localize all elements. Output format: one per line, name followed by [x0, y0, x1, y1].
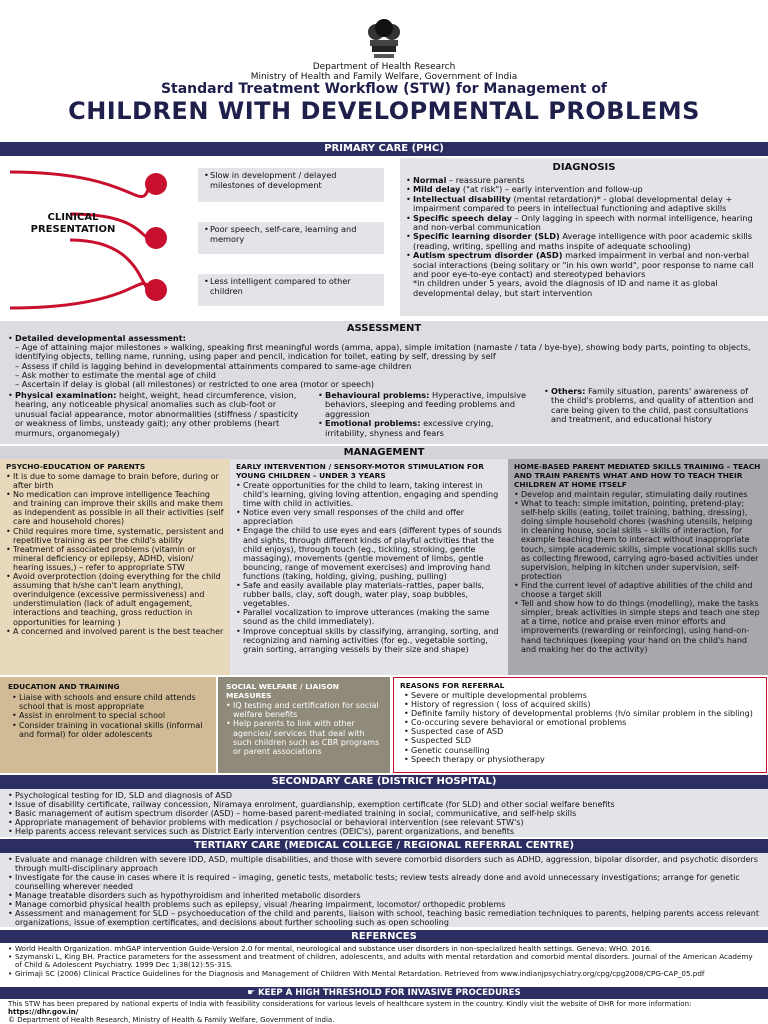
social-welfare-item: • IQ testing and certification for social welfare benefits — [226, 701, 382, 719]
assessment-section: ASSESSMENT • Detailed developmental assessment: – Age of attaining major milestones » walking, speaking first meaningful words (amma, appa), simple imitation (namaste / tata / bye-bye), showing body parts, pointing to objects, identifying objects, telling name, running, using paper and pencil, indication for toilet, eating by self, dressing by self – Assess if child is lagging behind in developmental attainments compared to same-age children – Ask mother to estimate the mental age of child – Ascertain if delay is global (all milestones) or restricted to one area (motor or speech) • Physical examination: height, weight, head circumference, vision, hearing, any noticeable physical anomalies such as club-foot or unusual facial appearance, motor abnormalities (stiffness / spasticity or weakness of limbs, unsteady gait); any other problems (heart murmurs, organomegaly) • Behavioural problems: Hyperactive, impulsive behaviors, sleeping and feeding problems and aggression • Emotional problems: excessive crying, irritability, shyness and fears • Others: Family situation, parents' awareness of the child's problems, and quality of attention and care being given to the child, past consultations and treatment, and educational history — [0, 321, 768, 444]
page-subtitle: Standard Treatment Workflow (STW) for Management of — [160, 81, 608, 97]
diagnosis-heading: DIAGNOSIS — [552, 162, 616, 173]
education-training-box — [0, 677, 216, 773]
education-item: • Consider training in vocational skills (informal and formal) for older adolescents — [12, 721, 208, 739]
dev-assessment-title: Detailed developmental assessment: — [15, 333, 186, 343]
tertiary-care-section — [0, 853, 768, 927]
dev-assessment-item: – Assess if child is lagging behind in developmental attainments compared to same-age children — [15, 360, 412, 371]
referral-box — [393, 677, 767, 773]
home-based-item: • Find the current level of adaptive abilities of the child and choose a target skill — [514, 581, 762, 599]
psychoeducation-item: • Child requires more time, systematic, persistent and repetitive training as per the child's ability — [6, 527, 224, 545]
psychoeducation-item: • It is due to some damage to brain before, during or after birth — [6, 472, 224, 490]
presentation-text-2: Poor speech, self-care, learning and memory — [210, 224, 357, 244]
secondary-item: • Appropriate management of behavior problems with medication / psychosocial or behavioral intervention (see relevant STW's) — [8, 818, 760, 827]
referral-item: • History of regression ( loss of acquired skills) — [404, 700, 760, 709]
management-heading: MANAGEMENT — [0, 446, 768, 459]
presentation-box-2: • Poor speech, self-care, learning and memory — [198, 222, 384, 254]
secondary-item: • Help parents access relevant services such as District Early intervention centres (DEIC's), parent organizations, and benefits — [8, 827, 760, 836]
clinical-label-line1: CLINICAL — [47, 212, 99, 223]
footer-note — [8, 1000, 760, 1016]
diagnosis-item: • Specific speech delay – Only lagging in speech with normal intelligence, hearing and non-verbal communication — [406, 214, 762, 233]
physical-exam: • Physical examination: height, weight, head circumference, vision, hearing, any noticeable physical anomalies such as club-foot or unusual facial appearance, motor abnormalities (stiffness / spasticity or weakness of limbs, unsteady gait); any other problems (heart murmurs, organomegaly) — [8, 390, 299, 438]
early-intervention-title: EARLY INTERVENTION / SENSORY-MOTOR STIMULATION FOR YOUNG CHILDREN – UNDER 3 YEARS — [236, 462, 484, 480]
clinical-presentation-section — [0, 158, 398, 316]
presentation-text-1: Slow in development / delayed milestones of development — [210, 170, 337, 190]
secondary-item: • Basic management of autism spectrum disorder (ASD) – home-based parent-mediated training in social, communicative, and self-help skills — [8, 809, 760, 818]
threshold-banner — [0, 987, 768, 999]
dev-assessment-item: – Ask mother to estimate the mental age of child — [15, 369, 216, 380]
diagnosis-item: • Mild delay ("at risk") – early intervention and follow-up — [406, 185, 762, 194]
diagnosis-item: • Specific learning disorder (SLD) Average intelligence with poor academic skills (reading, writing, spelling and maths inspite of adequate schooling) — [406, 232, 762, 251]
psychoeducation-item: • A concerned and involved parent is the best teacher — [6, 627, 224, 636]
clinical-label-line2: PRESENTATION — [30, 224, 116, 235]
clinical-connector-graphic — [0, 158, 200, 316]
national-emblem-icon — [364, 12, 404, 62]
social-welfare-box — [218, 677, 390, 773]
referral-item: • Severe or multiple developmental problems — [404, 691, 760, 700]
secondary-care-section — [0, 789, 768, 837]
secondary-care-heading: SECONDARY CARE (DISTRICT HOSPITAL) — [0, 775, 768, 789]
diagnosis-item: • Normal – reassure parents — [406, 176, 762, 185]
tertiary-item: • Assessment and management for SLD – psychoeducation of the child and parents, liaison with school, teaching basic remediation techniques to parents, helping parents access relevant organizations, issue of exemption certificates, and decisions about further schooling such as open schooling — [8, 909, 760, 927]
referral-item: • Suspected case of ASD — [404, 727, 760, 736]
psychoeducation-item: • No medication can improve intelligence Teaching and training can improve their skills and make them as independent as possible in all their activities (self care and household chores) — [6, 490, 224, 526]
department-name: Department of Health Research — [312, 62, 456, 72]
secondary-item: • Psychological testing for ID, SLD and diagnosis of ASD — [8, 791, 760, 800]
behaviour-emotional: • Behavioural problems: Hyperactive, impulsive behaviors, sleeping and feeding problems and aggression • Emotional problems: excessive crying, irritability, shyness and fears — [318, 390, 527, 438]
home-based-item: • Develop and maintain regular, stimulating daily routines — [514, 490, 762, 499]
psychoeducation-item: • Avoid overprotection (doing everything for the child assuming that h/she can't learn anything), overindulgence (excessive permissiveness) and understimulation (lack of adult engagement, interactions and teaching, gross reduction in opportunities for learning ) — [6, 572, 224, 627]
early-intervention-column — [230, 459, 508, 675]
tertiary-care-heading: TERTIARY CARE (MEDICAL COLLEGE / REGIONAL REFERRAL CENTRE) — [0, 839, 768, 853]
education-title: EDUCATION AND TRAINING — [8, 682, 120, 691]
early-intervention-item: • Create opportunities for the child to learn, taking interest in child's learning, giving loving attention, engaging and spending time with child in activities. — [236, 481, 502, 508]
dev-assessment-item: – Age of attaining major milestones » walking, speaking first meaningful words (amma, appa), simple imitation (namaste / tata / bye-bye), showing body parts, pointing to objects, identifying objects, telling name, running, using paper and pencil, indication for toilet, eating by self, dressing by self — [15, 342, 751, 362]
dev-assessment-item: – Ascertain if delay is global (all milestones) or restricted to one area (motor or speech) — [15, 379, 375, 390]
page-title: CHILDREN WITH DEVELOPMENTAL PROBLEMS — [68, 97, 700, 125]
dhr-link[interactable]: https://dhr.gov.in/ — [8, 1008, 79, 1016]
social-welfare-title: SOCIAL WELFARE / LIAISON MEASURES — [226, 682, 339, 700]
psychoeducation-column — [0, 459, 230, 675]
presentation-text-3: Less intelligent compared to other children — [210, 276, 351, 296]
footer-note-text: This STW has been prepared by national experts of India with feasibility considerations for various levels of healthcare system in the country. Kindly visit the website of DHR for more information: — [8, 1000, 692, 1008]
diagnosis-item: • Intellectual disability (mental retardation)* - global developmental delay + impairment compared to peers in intellectual functioning and adaptive skills — [406, 195, 762, 214]
home-based-training-column — [508, 459, 768, 675]
pointing-hand-icon: ☛ — [247, 988, 258, 998]
referral-title: REASONS FOR REFERRAL — [400, 681, 505, 690]
reference-item: • World Health Organization. mhGAP intervention Guide-Version 2.0 for mental, neurological and substance user disorders in non-specialized health settings. Geneva: WHO. 2016. — [8, 945, 760, 953]
tertiary-item: • Evaluate and manage children with severe IDD, ASD, multiple disabilities, and those with severe comorbid disorders such as ADHD, aggression, bipolar disorder, and psychotic disorders through multi-disciplinary approach — [8, 855, 760, 873]
referral-item: • Suspected SLD — [404, 736, 760, 745]
diagnosis-box — [400, 158, 768, 316]
early-intervention-item: • Improve conceptual skills by classifying, arranging, sorting, and recognizing and naming activities (for eg., vegetable sorting, grain sorting, arranging vessels by their size and shape) — [236, 627, 502, 654]
diagnosis-list — [406, 176, 762, 279]
diagnosis-note: *in children under 5 years, avoid the diagnosis of ID and name it as global developmental delay, but start intervention — [413, 278, 718, 298]
secondary-item: • Issue of disability certificate, railway concession, Niramaya enrolment, guardianship, exemption certificate (for SLD) and other social welfare benefits — [8, 800, 760, 809]
reference-item: • Szymanski L, King BH. Practice parameters for the assessment and treatment of children, adolescents, and adults with mental retardation and comorbid mental disorders. Journal of the American Academy of Child & Adolescent Psychiatry. 1999 Dec 1;38(12):5S-31S. — [8, 953, 760, 969]
ministry-name: Ministry of Health and Family Welfare, Government of India — [250, 72, 518, 82]
tertiary-item: • Investigate for the cause in cases where it is required – imaging, genetic tests, metabolic tests; review tests already done and avoid unnecessary investigations; arrange for genetic counselling wherever needed — [8, 873, 760, 891]
copyright: © Department of Health Research, Ministry of Health & Family Welfare, Government of India. — [8, 1016, 335, 1024]
presentation-box-1: • Slow in development / delayed milestones of development — [198, 168, 384, 202]
assessment-heading: ASSESSMENT — [346, 323, 422, 334]
referral-item: • Speech therapy or physiotherapy — [404, 755, 760, 764]
referral-item: • Co-occuring severe behavioral or emotional problems — [404, 718, 760, 727]
threshold-text: KEEP A HIGH THRESHOLD FOR INVASIVE PROCEDURES — [257, 988, 521, 998]
tertiary-item: • Manage treatable disorders such as hypothyroidism and inherited metabolic disorders — [8, 891, 760, 900]
diagnosis-item: • Autism spectrum disorder (ASD) marked impairment in verbal and non-verbal social interactions (being solitary or "in his own world", poor response to name call and poor eye-to-eye contact) and stereotyped behaviors — [406, 251, 762, 279]
primary-care-heading: PRIMARY CARE (PHC) — [0, 142, 768, 156]
tertiary-item: • Manage comorbid physical health problems such as epilepsy, visual /hearing impairment, locomotor/ orthopedic problems — [8, 900, 760, 909]
early-intervention-item: • Notice even very small responses of the child and offer appreciation — [236, 508, 502, 526]
others-assessment: • Others: Family situation, parents' awareness of the child's problems, and quality of attention and care being given to the child, past consultations and treatment, and educational history — [544, 386, 754, 425]
education-item: • Liaise with schools and ensure child attends school that is most appropriate — [12, 693, 208, 711]
presentation-box-3: • Less intelligent compared to other children — [198, 274, 384, 306]
home-based-title: HOME-BASED PARENT MEDIATED SKILLS TRAINING – TEACH AND TRAIN PARENTS WHAT AND HOW TO TEACH THEIR CHILDREN AT HOME ITSELF — [514, 462, 761, 489]
referral-item: • Genetic counselling — [404, 746, 760, 755]
home-based-item: • Tell and show how to do things (modelling), make the tasks simpler, break activities in simple steps and teach one step at a time, notice and praise even minor efforts and improvements (rewarding or reinforcing), using hand-on-hand techniques (keeping your hand on the child's hand and making her do the activity) — [514, 599, 762, 654]
reference-item: • Girimaji SC (2006) Clinical Practice Guidelines for the Diagnosis and Management of Children With Mental Retardation. Retrieved from www.indianjpsychiatry.org/cpg/cpg2008/CPG-CAP_05.pdf — [8, 970, 760, 978]
referral-item: • Definite family history of developmental problems (h/o similar problem in the sibling) — [404, 709, 760, 718]
early-intervention-item: • Engage the child to use eyes and ears (different types of sounds and sights, through different kinds of playful activities that the child enjoys), through touch (eg., tickling, stroking, gentle massaging), movements (gentle movement of limbs, gentle bouncing, range of movement exercises) and improving hand functions (taking, holding, giving, pushing, pulling) — [236, 526, 502, 581]
references-section — [0, 945, 768, 985]
psychoeducation-item: • Treatment of associated problems (vitamin or mineral deficiency or epilepsy, ADHD, vision/ hearing issues,) – refer to appropriate STW — [6, 545, 224, 572]
early-intervention-item: • Safe and easily available play materials–rattles, paper balls, rubber balls, clay, soft dough, water play, soap bubbles, vegetables. — [236, 581, 502, 608]
early-intervention-item: • Parallel vocalization to improve utterances (making the same sound as the child immediately). — [236, 608, 502, 626]
psychoeducation-title: PSYCHO-EDUCATION OF PARENTS — [6, 462, 146, 471]
education-item: • Assist in enrolment to special school — [12, 711, 208, 720]
references-heading: REFERNCES — [0, 930, 768, 943]
home-based-item: • What to teach: simple imitation, pointing, pretend-play; self-help skills (eating, toilet training, bathing, dressing), doing simple household chores (washing utensils, helping in cleaning house, social skills – skills of interaction, for example teaching them to interact without inappropriate touch, simple academic skills, simple vocational skills such as collecting firewood, carrying agro-based activities under supervision, helping in kitchen under supervision, self-protection — [514, 499, 762, 581]
social-welfare-item: • Help parents to link with other agencies/ services that deal with such children such as CBR programs or parent associations — [226, 719, 382, 756]
